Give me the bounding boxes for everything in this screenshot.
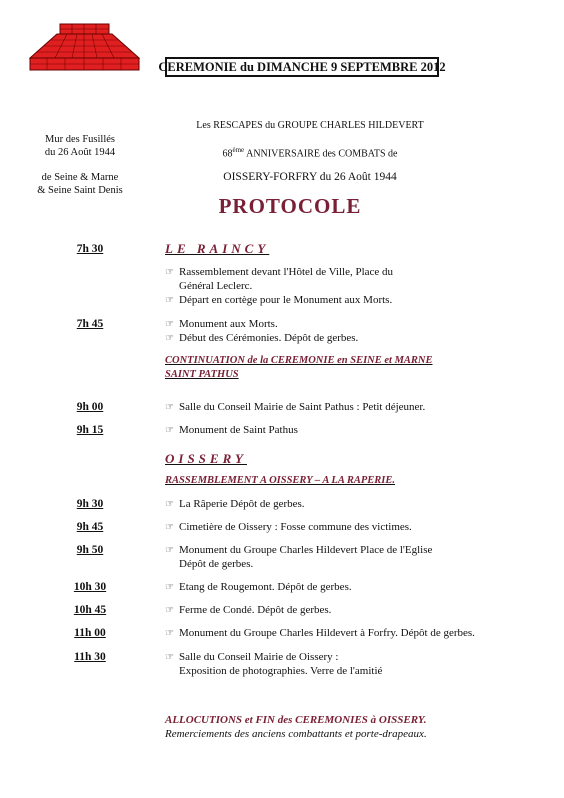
- anniv-number: 68: [222, 148, 233, 160]
- side-text-departments: [15, 171, 145, 197]
- pointing-hand-icon: ☞: [165, 545, 174, 556]
- schedule-item-0: [165, 266, 393, 293]
- schedule-item-text: Salle du Conseil Mairie de Saint Pathus : Petit déjeuner.: [179, 401, 426, 413]
- pointing-hand-icon: ☞: [165, 319, 174, 330]
- side-text-mur: [15, 133, 145, 159]
- schedule-item-text: La Râperie Dépôt de gerbes.: [179, 498, 305, 510]
- schedule-item-7: [165, 521, 412, 535]
- schedule-item-11: [165, 627, 475, 641]
- pointing-hand-icon: ☞: [165, 582, 174, 593]
- schedule-item-text: Général Leclerc.: [179, 279, 253, 292]
- schedule-item-5: [165, 424, 298, 438]
- schedule-item-text: Exposition de photographies. Verre de l'amitié: [179, 664, 383, 677]
- continuation-line-1: CONTINUATION de la CEREMONIE en SEINE et MARNE: [165, 355, 433, 366]
- pointing-hand-icon: ☞: [165, 267, 174, 278]
- side-line-2: du 26 Août 1944: [44, 147, 116, 158]
- header-rescapes: Les RESCAPES du GROUPE CHARLES HILDEVERT: [196, 120, 424, 131]
- schedule-item-2: [165, 318, 278, 332]
- protocole-title: PROTOCOLE: [218, 194, 362, 218]
- time-10: 10h 45: [73, 604, 107, 616]
- schedule-item-text: Rassemblement devant l'Hôtel de Ville, Place du: [179, 266, 394, 278]
- header-oissery-forfry: OISSERY-FORFRY du 26 Août 1944: [223, 171, 397, 183]
- schedule-item-text: Dépôt de gerbes.: [179, 557, 254, 570]
- pointing-hand-icon: ☞: [165, 605, 174, 616]
- red-roof-logo: [27, 22, 142, 72]
- time-7: 9h 45: [76, 521, 104, 533]
- pointing-hand-icon: ☞: [165, 295, 174, 306]
- side-line-1: Mur des Fusillés: [44, 134, 115, 145]
- schedule-item-text: Monument du Groupe Charles Hildevert à Forfry. Dépôt de gerbes.: [179, 627, 475, 639]
- schedule-item-4: [165, 401, 425, 415]
- schedule-item-text: Départ en cortège pour le Monument aux Morts.: [179, 294, 393, 306]
- time-4: 9h 00: [76, 401, 104, 413]
- closing-allocutions: ALLOCUTIONS et FIN des CEREMONIES à OISSERY.: [165, 714, 427, 726]
- pointing-hand-icon: ☞: [165, 402, 174, 413]
- pointing-hand-icon: ☞: [165, 425, 174, 436]
- pointing-hand-icon: ☞: [165, 499, 174, 510]
- closing-remerciements: Remerciements des anciens combattants et porte-drapeaux.: [165, 728, 427, 740]
- section-le-raincy: LE RAINCY: [165, 241, 270, 256]
- time-9: 10h 30: [73, 581, 107, 593]
- side-line-4: & Seine Saint Denis: [37, 185, 123, 196]
- schedule-item-text: Etang de Rougemont. Dépôt de gerbes.: [179, 581, 352, 593]
- closing-block: [165, 713, 427, 741]
- time-12: 11h 30: [74, 651, 106, 663]
- schedule-item-text: Monument aux Morts.: [179, 318, 278, 330]
- anniv-superscript: ème: [232, 146, 245, 154]
- schedule-item-text: Monument du Groupe Charles Hildevert Place de l'Eglise: [179, 544, 433, 556]
- time-8: 9h 50: [76, 544, 104, 556]
- schedule-item-text: Monument de Saint Pathus: [179, 424, 298, 436]
- schedule-item-1: [165, 294, 392, 308]
- schedule-item-10: [165, 604, 331, 618]
- schedule-item-text: Cimetière de Oissery : Fosse commune des victimes.: [179, 521, 412, 533]
- header-anniversary: [160, 146, 460, 159]
- section-continuation: [165, 354, 433, 382]
- side-line-3: de Seine & Marne: [41, 172, 119, 183]
- anniv-rest: ANNIVERSAIRE des COMBATS de: [244, 148, 398, 160]
- time-5: 9h 15: [76, 424, 104, 436]
- time-0: 7h 30: [76, 243, 104, 255]
- schedule-item-text: Ferme de Condé. Dépôt de gerbes.: [179, 604, 332, 616]
- schedule-item-text: Début des Cérémonies. Dépôt de gerbes.: [179, 332, 359, 344]
- pointing-hand-icon: ☞: [165, 333, 174, 344]
- pointing-hand-icon: ☞: [165, 522, 174, 533]
- section-rassemblement: RASSEMBLEMENT A OISSERY – A LA RAPERIE.: [165, 475, 396, 486]
- time-11: 11h 00: [74, 627, 106, 639]
- pointing-hand-icon: ☞: [165, 652, 174, 663]
- ceremony-title-box: CEREMONIE du DIMANCHE 9 SEPTEMBRE 2012: [165, 57, 439, 77]
- schedule-item-3: [165, 332, 358, 346]
- schedule-item-9: [165, 581, 352, 595]
- continuation-line-2: SAINT PATHUS: [165, 369, 239, 380]
- schedule-item-12: [165, 651, 382, 678]
- time-6: 9h 30: [76, 498, 104, 510]
- schedule-item-6: [165, 498, 305, 512]
- pointing-hand-icon: ☞: [165, 628, 174, 639]
- time-2: 7h 45: [76, 318, 104, 330]
- schedule-item-text: Salle du Conseil Mairie de Oissery :: [179, 651, 339, 663]
- schedule-item-8: [165, 544, 432, 571]
- section-oissery: OISSERY: [165, 451, 247, 466]
